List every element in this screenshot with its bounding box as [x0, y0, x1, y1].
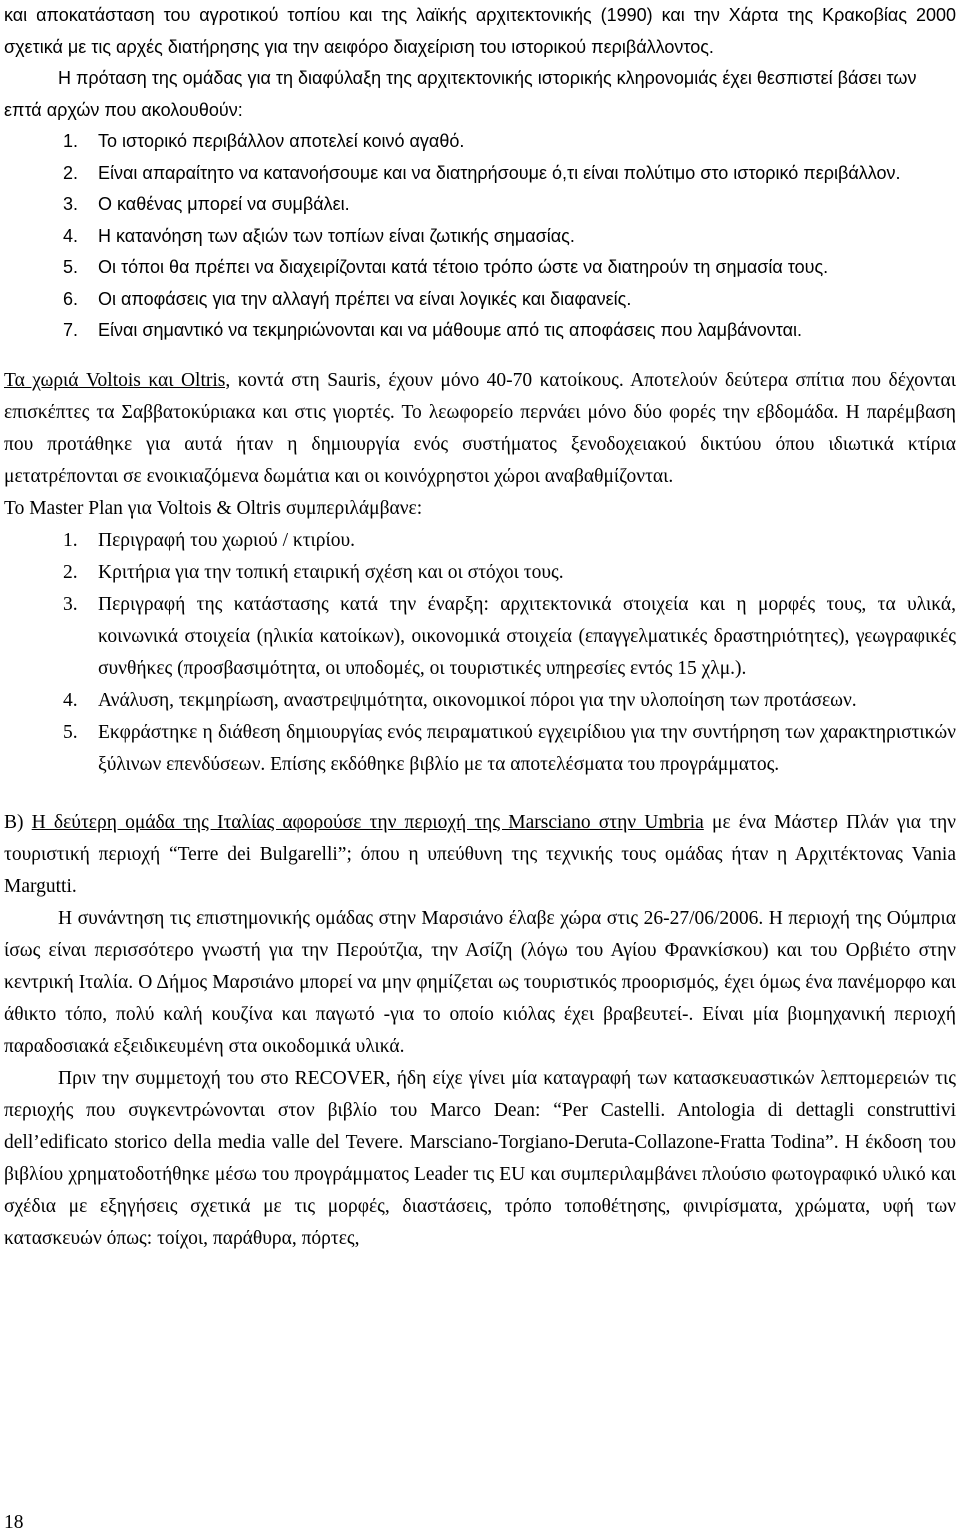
- principles-list: [4, 126, 956, 347]
- voltois-paragraph: [4, 365, 956, 493]
- section-b-paragraph: [4, 807, 956, 903]
- list-item: 5. Εκφράστηκε η διάθεση δημιουργίας ενός πειραματικού εγχειρίδιου για την συντήρηση των χαρακτηριστικών ξύλινων επενδύσεων. Επίσης εκδόθηκε βιβλίο με τα αποτελέσματα του προγράμματος.: [63, 721, 956, 775]
- top-paragraph: και αποκατάσταση του αγροτικού τοπίου και της λαϊκής αρχιτεκτονικής (1990) και την Χάρτα της Κρακοβίας 2000 σχετικά με τις αρχές διατήρησης για την αειφόρο διαχείριση του ιστορικού περιβάλλοντος.: [4, 5, 956, 57]
- document-page: [4, 0, 956, 1255]
- voltois-underlined: Τα χωριά Voltois και Oltris,: [4, 369, 231, 391]
- list-item: 2. Κριτήρια για την τοπική εταιρική σχέση και οι στόχοι τους.: [63, 561, 564, 583]
- voltois-text: κοντά στη Sauris, έχουν μόνο 40-70 κατοίκους. Αποτελούν δεύτερα σπίτια που δέχονται επισκέπτες τα Σαββατοκύριακα και στις γιορτές. Το λεωφορείο περνάει μόνο δύο φορές την εβδομάδα. Η παρέμβαση που προτάθηκε για αυτά ήταν η δημιουργία ενός συστήματος ξενοδοχειακού δικτύου όπου ιδιωτικά κτίρια μετατρέπονται σε ενοικιαζόμενα δωμάτια και οι κοινόχρηστοι χώροι αναβαθμίζονται.: [4, 369, 956, 487]
- spacer: [4, 781, 956, 807]
- list-item: 1. Περιγραφή του χωριού / κτιρίου.: [63, 529, 356, 551]
- list-item: 3. Περιγραφή της κατάστασης κατά την έναρξη: αρχιτεκτονικά στοιχεία και η μορφές τους, τα υλικά, κοινωνικά στοιχεία (ηλικία κατοίκων), οικονομικά στοιχεία (επαγγελματικές δραστηριότητες), γεωγραφικές συνθήκες (προσβασιμότητα, οι υποδομές, οι τουριστικές υπηρεσίες εντός 15 χλμ.).: [63, 593, 956, 679]
- list-item: 5. Οι τόποι θα πρέπει να διαχειρίζονται κατά τέτοιο τρόπο ώστε να διατηρούν τη σημασία τους.: [63, 257, 829, 277]
- page-number: 18: [4, 1512, 24, 1533]
- meeting-paragraph: Η συνάντηση τις επιστημονικής ομάδας στην Μαρσιάνο έλαβε χώρα στις 26-27/06/2006. Η περιοχή της Ούμπρια ίσως είναι περισσότερο γνωστή για την Περούτζια, την Ασίζη (λόγω του Αγίου Φρανκίσκου) και του Ορβιέτο στην κεντρική Ιταλία. Ο Δήμος Μαρσιάνο μπορεί να μην φημίζεται ως τουριστικός προορισμός, έχει όμως ένα πανέμορφο και άθικτο τόπο, πολύ καλή κουζίνα και παγωτό -για το οποίο κιόλας έχει βραβευτεί-. Είναι μία βιομηχανική περιοχή παραδοσιακά εξειδικευμένη στα οικοδομικά υλικά.: [4, 907, 956, 1057]
- spacer: [4, 347, 956, 365]
- proposal-intro: Η πρόταση της ομάδας για τη διαφύλαξη της αρχιτεκτονικής ιστορικής κληρονομιάς έχει θεσπιστεί βάσει των επτά αρχών που ακολουθούν:: [4, 68, 917, 120]
- list-item: 4. Η κατανόηση των αξιών των τοπίων είναι ζωτικής σημασίας.: [63, 225, 575, 246]
- list-item: 2. Είναι απαραίτητο να κατανοήσουμε και να διατηρήσουμε ό,τι είναι πολύτιμο στο ιστορικό περιβάλλον.: [63, 162, 901, 183]
- section-b-underlined: Η δεύτερη ομάδα της Ιταλίας αφορούσε την περιοχή της Marsciano στην Umbria: [31, 811, 704, 833]
- section-b-prefix: Β): [4, 811, 32, 833]
- recover-paragraph: Πριν την συμμετοχή του στο RECOVER, ήδη είχε γίνει μία καταγραφή των κατασκευαστικών λεπτομερειών τις περιοχής που συγκεντρώνονται στον βιβλίο του Marco Dean: “Per Castelli. Antologia di dettagli construttivi dell’edificato storico della media valle del Tevere. Marsciano-Torgiano-Deruta-Collazone-Fratta Todina”. Η έκδοση του βιβλίου χρηματοδοτήθηκε μέσω του προγράμματος Leader τις EU και συμπεριλαμβάνει πλούσιο φωτογραφικό υλικό και σχέδια με εξηγήσεις σχετικά με τις μορφές, διαστάσεις, τρόπο τοποθέτησης, φινιρίσματα, χρώματα, υφή των κατασκευών όπως: τοίχοι, παράθυρα, πόρτες,: [4, 1067, 956, 1249]
- master-plan-list: [4, 525, 956, 781]
- list-item: 3. Ο καθένας μπορεί να συμβάλει.: [63, 194, 350, 214]
- list-item: 1. Το ιστορικό περιβάλλον αποτελεί κοινό αγαθό.: [63, 131, 465, 151]
- master-plan-intro: Το Master Plan για Voltois & Oltris συμπεριλάμβανε:: [4, 497, 423, 519]
- list-item: 4. Ανάλυση, τεκμηρίωση, αναστρεψιμότητα, οικονομικοί πόροι για την υλοποίηση των προτάσεων.: [63, 689, 857, 711]
- section-b-text: με ένα Μάστερ Πλάν για την τουριστική περιοχή “Terre dei Bulgarelli”; όπου η υπεύθυνη της τεχνικής τους ομάδας ήταν η Αρχιτέκτονας Vania Margutti.: [4, 811, 957, 897]
- list-item: 7. Είναι σημαντικό να τεκμηριώνονται και να μάθουμε από τις αποφάσεις που λαμβάνονται.: [63, 320, 802, 340]
- list-item: 6. Οι αποφάσεις για την αλλαγή πρέπει να είναι λογικές και διαφανείς.: [63, 288, 632, 309]
